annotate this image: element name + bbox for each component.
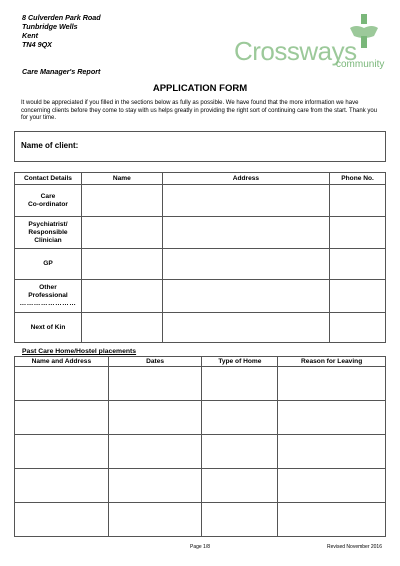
cell[interactable]	[15, 503, 109, 537]
contacts-header: Address	[162, 173, 329, 185]
cell[interactable]	[15, 367, 109, 401]
label-line: Responsible	[28, 228, 68, 236]
placements-table	[14, 356, 386, 537]
client-name-field[interactable]	[14, 131, 386, 162]
table-row	[15, 185, 386, 217]
cell[interactable]	[202, 401, 278, 435]
table-row	[15, 435, 386, 469]
placements-header: Name and Address	[15, 357, 109, 367]
cell[interactable]	[108, 401, 202, 435]
table-row	[15, 503, 386, 537]
intro-text: It would be appreciated if you filled in the sections below as fully as possible. We have found that the more information we have concerning clients before they come to stay with us helps greatly in providing the right sort of continuing care from the start. Thank you for your time.	[21, 100, 378, 122]
address-line-1: 8 Culverden Park Road	[22, 13, 101, 22]
cell[interactable]	[278, 367, 386, 401]
phone-cell[interactable]	[330, 280, 386, 313]
cell[interactable]	[202, 469, 278, 503]
cell[interactable]	[108, 367, 202, 401]
cell[interactable]	[15, 435, 109, 469]
cell[interactable]	[108, 503, 202, 537]
row-label	[15, 217, 82, 249]
phone-cell[interactable]	[330, 249, 386, 280]
placements-title: Past Care Home/Hostel placements	[22, 348, 137, 355]
crossways-logo	[228, 14, 388, 74]
row-label	[15, 249, 82, 280]
address-cell[interactable]	[162, 217, 329, 249]
label-line: Clinician	[34, 236, 62, 244]
cell[interactable]	[108, 435, 202, 469]
cell[interactable]	[202, 367, 278, 401]
cell[interactable]	[108, 469, 202, 503]
contacts-header: Contact Details	[15, 173, 82, 185]
label-line: Co-ordinator	[28, 200, 68, 208]
table-row	[15, 217, 386, 249]
page-number: Page 1/8	[189, 544, 211, 550]
logo-sub: community	[336, 59, 385, 70]
contacts-header: Name	[81, 173, 162, 185]
name-cell[interactable]	[81, 313, 162, 343]
label-line: Other	[39, 284, 57, 291]
table-row	[15, 469, 386, 503]
row-label	[15, 313, 82, 343]
cell[interactable]	[202, 435, 278, 469]
address-line-4: TN4 9QX	[22, 40, 52, 49]
address-line-3: Kent	[22, 31, 38, 40]
dotted-line[interactable]: ……………………	[19, 300, 77, 307]
contacts-header: Phone No.	[330, 173, 386, 185]
name-cell[interactable]	[81, 217, 162, 249]
label-line: Professional	[28, 292, 68, 299]
cell[interactable]	[202, 503, 278, 537]
address-block	[22, 13, 101, 49]
name-cell[interactable]	[81, 185, 162, 217]
phone-cell[interactable]	[330, 185, 386, 217]
row-label	[15, 185, 82, 217]
table-row	[15, 401, 386, 435]
address-cell[interactable]	[162, 185, 329, 217]
cell[interactable]	[15, 401, 109, 435]
cell[interactable]	[278, 503, 386, 537]
table-row	[15, 249, 386, 280]
label-line: GP	[43, 260, 53, 267]
phone-cell[interactable]	[330, 217, 386, 249]
address-line-2: Tunbridge Wells	[22, 22, 78, 31]
table-row	[15, 280, 386, 313]
report-label: Care Manager's Report	[22, 67, 101, 76]
address-cell[interactable]	[162, 280, 329, 313]
placements-header: Reason for Leaving	[278, 357, 386, 367]
placements-header: Type of Home	[202, 357, 278, 367]
label-line: Care	[40, 192, 56, 200]
label-line: Psychiatrist/	[28, 220, 68, 228]
label-line: Next of Kin	[30, 323, 66, 331]
placements-header: Dates	[108, 357, 202, 367]
revision-date: Revised November 2016	[326, 544, 382, 550]
contacts-table	[14, 172, 386, 343]
page-title: APPLICATION FORM	[152, 83, 248, 94]
name-cell[interactable]	[81, 249, 162, 280]
table-row	[15, 313, 386, 343]
cell[interactable]	[278, 401, 386, 435]
cell[interactable]	[278, 435, 386, 469]
cell[interactable]	[278, 469, 386, 503]
client-name-label: Name of client:	[21, 141, 79, 150]
name-cell[interactable]	[81, 280, 162, 313]
phone-cell[interactable]	[330, 313, 386, 343]
address-cell[interactable]	[162, 249, 329, 280]
table-row	[15, 367, 386, 401]
address-cell[interactable]	[162, 313, 329, 343]
cell[interactable]	[15, 469, 109, 503]
row-label	[15, 280, 82, 313]
logo-word: Crossways	[234, 36, 357, 66]
